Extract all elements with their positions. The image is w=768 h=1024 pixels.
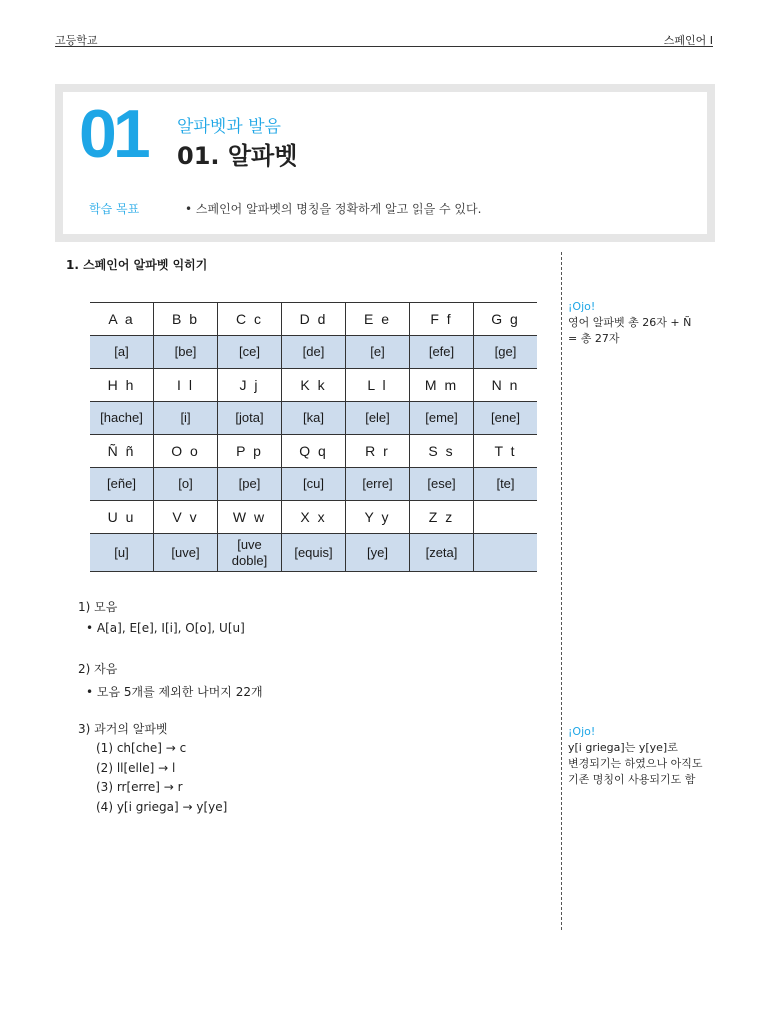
letter-cell: W w: [218, 501, 282, 534]
title-box-inner: [63, 92, 707, 234]
letters-row: [90, 369, 537, 402]
name-cell: [equis]: [282, 534, 346, 572]
letters-row: [90, 435, 537, 468]
ojo-line: y[i griega]는 y[ye]로: [568, 741, 678, 754]
name-cell: [i]: [154, 402, 218, 435]
letter-cell: K k: [282, 369, 346, 402]
name-cell: [ge]: [474, 336, 538, 369]
past-alphabet-heading: 3) 과거의 알파벳: [78, 722, 168, 736]
ojo-line: 변경되기는 하였으나 아직도: [568, 757, 703, 770]
name-cell: [pe]: [218, 468, 282, 501]
learning-goal-text: • 스페인어 알파벳의 명칭을 정확하게 알고 읽을 수 있다.: [185, 202, 482, 216]
name-cell: [de]: [282, 336, 346, 369]
lesson-title: 01. 알파벳: [177, 142, 298, 170]
margin-divider: [561, 252, 562, 930]
letters-row: [90, 303, 537, 336]
letter-cell: E e: [346, 303, 410, 336]
ojo-line: 기존 명칭이 사용되기도 함: [568, 773, 696, 786]
ojo-line: = 총 27자: [568, 332, 620, 345]
name-cell: [o]: [154, 468, 218, 501]
name-cell: [uve]: [154, 534, 218, 572]
name-cell: [ene]: [474, 402, 538, 435]
letter-cell: R r: [346, 435, 410, 468]
letter-cell: J j: [218, 369, 282, 402]
ojo-label: ¡Ojo!: [568, 725, 596, 738]
letter-cell: P p: [218, 435, 282, 468]
ojo-label: ¡Ojo!: [568, 300, 596, 313]
letter-cell: D d: [282, 303, 346, 336]
letter-cell: X x: [282, 501, 346, 534]
consonants-note: [78, 660, 263, 700]
name-cell: [be]: [154, 336, 218, 369]
name-cell: [hache]: [90, 402, 154, 435]
name-cell: [zeta]: [410, 534, 474, 572]
name-cell: [u]: [90, 534, 154, 572]
letter-cell: A a: [90, 303, 154, 336]
unit-number: 01: [79, 96, 147, 172]
letter-cell: U u: [90, 501, 154, 534]
header-subject: 스페인어 I: [663, 34, 713, 47]
unit-title: 알파벳과 발음: [177, 117, 281, 137]
names-row: [90, 336, 537, 369]
header-rule: [55, 46, 713, 47]
name-cell: [ce]: [218, 336, 282, 369]
consonants-bullet: • 모음 5개를 제외한 나머지 22개: [86, 685, 263, 699]
name-cell: [474, 534, 538, 572]
section-title: 1. 스페인어 알파벳 익히기: [66, 258, 208, 272]
names-row: [90, 534, 537, 572]
letter-cell: O o: [154, 435, 218, 468]
name-cell: [ye]: [346, 534, 410, 572]
name-cell: [efe]: [410, 336, 474, 369]
header-school-level: 고등학교: [55, 34, 98, 47]
letter-cell: Ñ ñ: [90, 435, 154, 468]
past-alphabet-item: (2) ll[elle] → l: [96, 760, 176, 775]
letter-cell: B b: [154, 303, 218, 336]
letter-cell: F f: [410, 303, 474, 336]
past-alphabet-item: (1) ch[che] → c: [96, 741, 187, 755]
ojo-note-1: [568, 299, 691, 347]
name-cell: [ka]: [282, 402, 346, 435]
name-cell: [ele]: [346, 402, 410, 435]
alphabet-table: [90, 302, 537, 572]
letter-cell: Y y: [346, 501, 410, 534]
letter-cell: [474, 501, 538, 534]
title-box: [55, 84, 715, 242]
past-alphabet-item: (3) rr[erre] → r: [96, 780, 183, 794]
ojo-line: 영어 알파벳 총 26자 + Ñ: [568, 316, 692, 329]
vowels-note: [78, 598, 245, 635]
letter-cell: C c: [218, 303, 282, 336]
name-cell: [a]: [90, 336, 154, 369]
name-cell: [cu]: [282, 468, 346, 501]
letters-row: [90, 501, 537, 534]
names-row: [90, 468, 537, 501]
letter-cell: T t: [474, 435, 538, 468]
name-cell: [eme]: [410, 402, 474, 435]
letter-cell: Q q: [282, 435, 346, 468]
name-cell: [ese]: [410, 468, 474, 501]
letter-cell: V v: [154, 501, 218, 534]
letter-cell: I l: [154, 369, 218, 402]
name-cell: [uve doble]: [218, 534, 282, 572]
vowels-bullet: • A[a], E[e], I[i], O[o], U[u]: [86, 621, 245, 635]
names-row: [90, 402, 537, 435]
name-cell: [te]: [474, 468, 538, 501]
letter-cell: G g: [474, 303, 538, 336]
vowels-heading: 1) 모음: [78, 600, 118, 614]
consonants-heading: 2) 자음: [78, 662, 118, 676]
letter-cell: M m: [410, 369, 474, 402]
ojo-note-2: [568, 724, 703, 788]
name-cell: [jota]: [218, 402, 282, 435]
name-cell: [erre]: [346, 468, 410, 501]
letter-cell: Z z: [410, 501, 474, 534]
learning-goal-label: 학습 목표: [89, 202, 140, 216]
past-alphabet-item: (4) y[i griega] → y[ye]: [96, 799, 228, 814]
letter-cell: H h: [90, 369, 154, 402]
past-alphabet-note: [78, 720, 227, 817]
name-cell: [eñe]: [90, 468, 154, 501]
letter-cell: L l: [346, 369, 410, 402]
letter-cell: S s: [410, 435, 474, 468]
letter-cell: N n: [474, 369, 538, 402]
name-cell: [e]: [346, 336, 410, 369]
